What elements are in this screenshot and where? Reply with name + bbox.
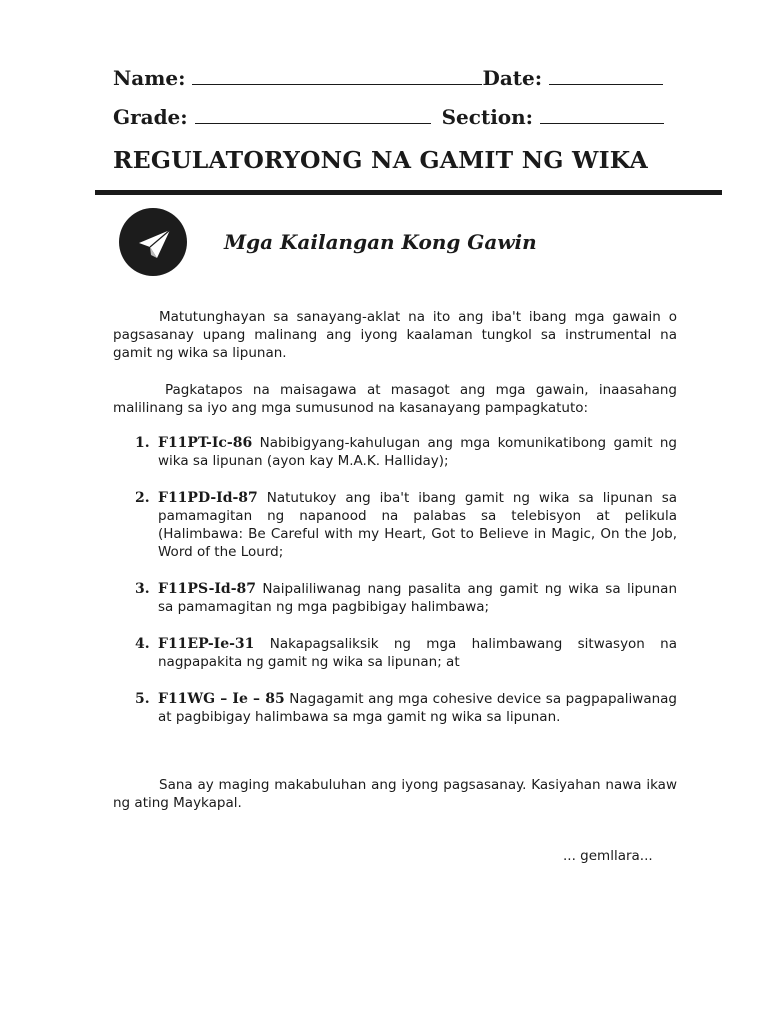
document-title: REGULATORYONG NA GAMIT NG WIKA — [113, 146, 648, 174]
grade-section-row — [113, 105, 664, 129]
item-text: Natutukoy ang iba't ibang gamit ng wika sa lipunan sa pamamagitan ng napanood na palabas sa telebisyon at pelikula (Halimbawa: Be Careful with my Heart, Got to Believe in Magic, On the Job, Word of the Lourd; — [158, 490, 677, 560]
item-text: Naipaliliwanag nang pasalita ang gamit ng wika sa lipunan sa pamamagitan ng mga pagbibigay halimbawa; — [158, 581, 677, 615]
list-item — [113, 489, 677, 561]
item-text: Nakapagsaliksik ng mga halimbawang sitwasyon na nagpapakita ng gamit ng wika sa lipunan; at — [158, 636, 677, 670]
objectives-intro-paragraph: Pagkatapos na maisagawa at masagot ang mga gawain, inaasahang malilinang sa iyo ang mga sumusunod na kasanayang pampagkatuto: — [113, 382, 677, 416]
competency-code: F11PD-Id-87 — [158, 490, 258, 506]
item-number: 1. — [135, 435, 150, 451]
list-item — [113, 635, 677, 671]
grade-field[interactable] — [195, 105, 431, 124]
item-text: Nagagamit ang mga cohesive device sa pagpapaliwanag at pagbibigay halimbawa sa mga gamit ng wika sa lipunan. — [158, 691, 677, 725]
item-text: Nabibigyang-kahulugan ang mga komunikatibong gamit ng wika sa lipunan (ayon kay M.A.K. Halliday); — [158, 435, 677, 469]
date-field[interactable] — [549, 66, 663, 85]
name-date-row — [113, 66, 663, 90]
paper-plane-icon — [119, 208, 187, 276]
signature: ... gemllara... — [563, 848, 653, 864]
section-heading: Mga Kailangan Kong Gawin — [224, 230, 537, 254]
section-field[interactable] — [540, 105, 664, 124]
competency-code: F11PT-Ic-86 — [158, 435, 253, 451]
title-divider — [95, 190, 722, 195]
item-number: 4. — [135, 636, 150, 652]
item-number: 5. — [135, 691, 150, 707]
competency-code: F11EP-Ie-31 — [158, 636, 255, 652]
item-number: 2. — [135, 490, 150, 506]
competency-code: F11PS-Id-87 — [158, 581, 257, 597]
date-label: Date: — [482, 66, 543, 90]
list-item — [113, 690, 677, 726]
intro-paragraph: Matutunghayan sa sanayang-aklat na ito ang iba't ibang mga gawain o pagsasanay upang malinang ang iyong kaalaman tungkol sa instrumental na gamit ng wika sa lipunan. — [113, 309, 677, 361]
section-label: Section: — [441, 105, 534, 129]
name-label: Name: — [113, 66, 186, 90]
grade-label: Grade: — [113, 105, 188, 129]
competency-code: F11WG – Ie – 85 — [158, 691, 285, 707]
closing-paragraph: Sana ay maging makabuluhan ang iyong pagsasanay. Kasiyahan nawa ikaw ng ating Maykapal. — [113, 777, 677, 811]
list-item — [113, 434, 677, 470]
objectives-list — [113, 434, 677, 745]
name-field[interactable] — [192, 66, 482, 85]
list-item — [113, 580, 677, 616]
item-number: 3. — [135, 581, 150, 597]
